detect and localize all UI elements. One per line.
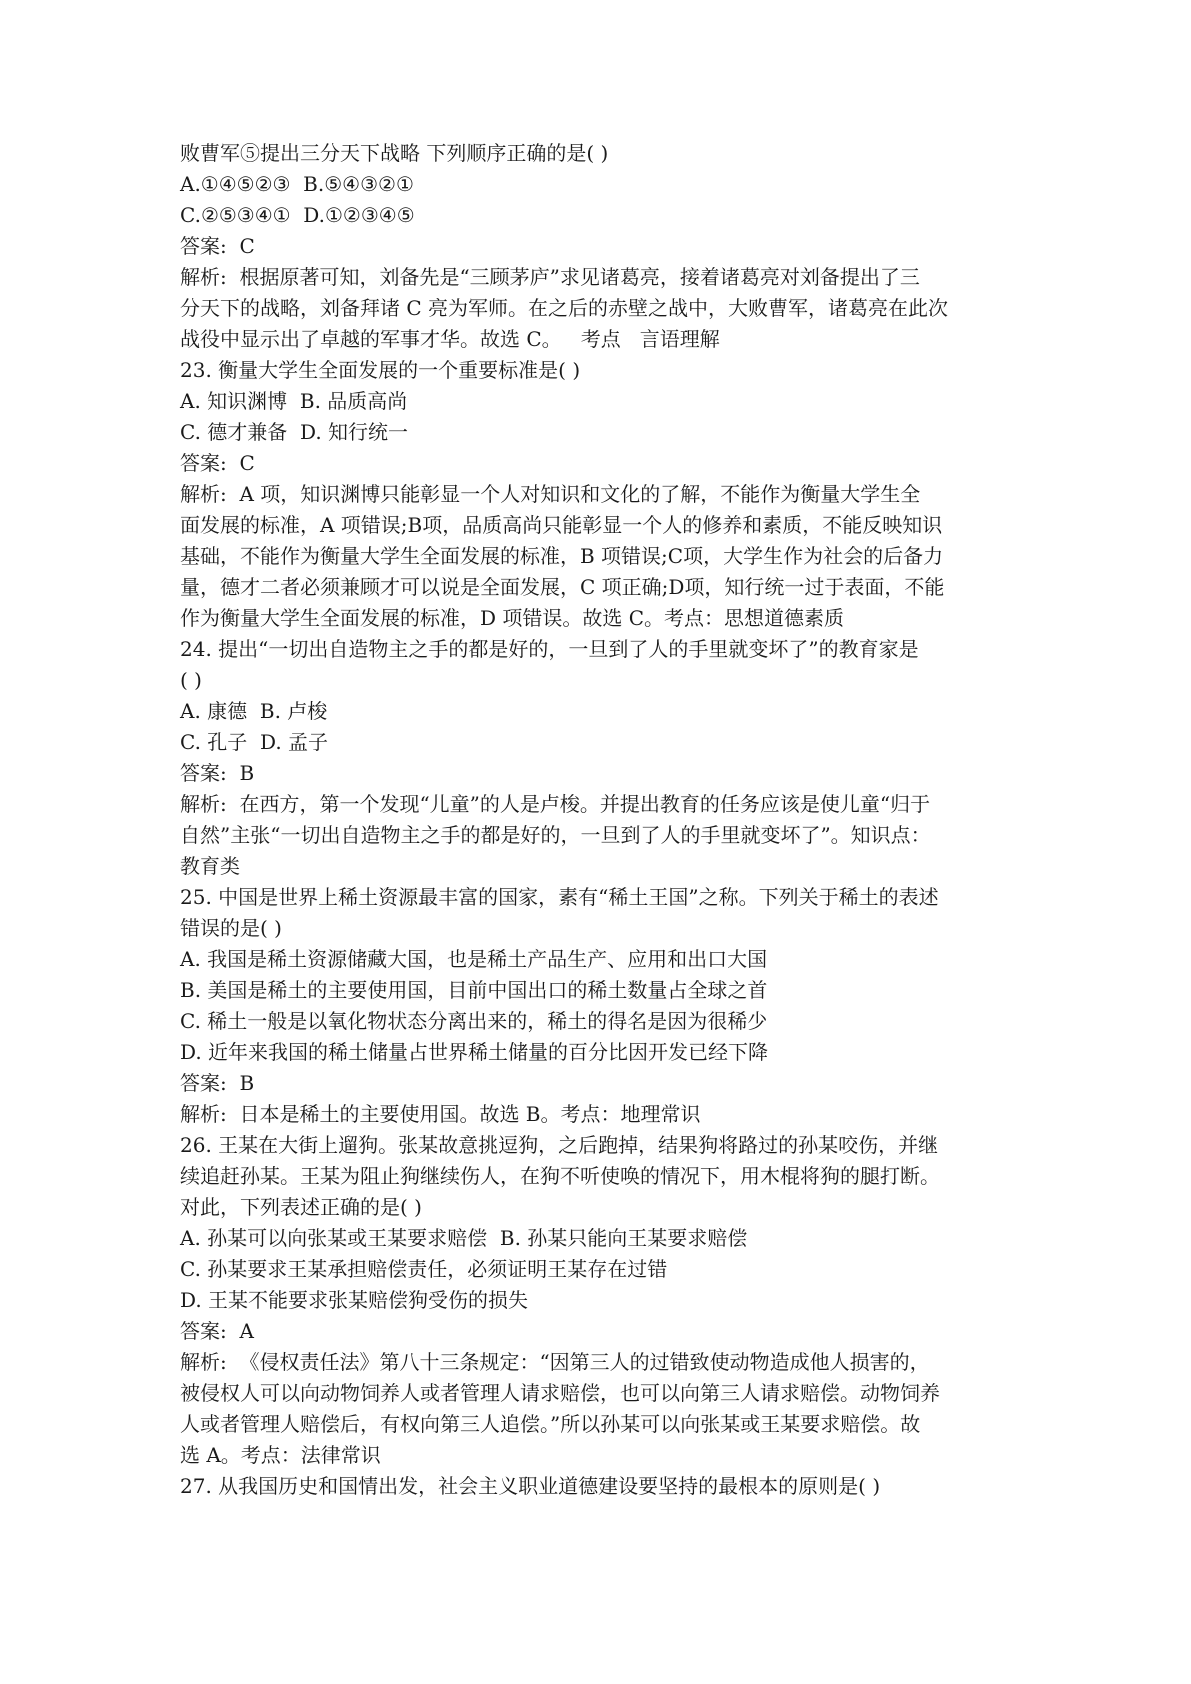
text-line: C. 孔子 D. 孟子 [180, 730, 329, 754]
text-line: 答案: B [180, 1071, 255, 1095]
text-line: 教育类 [180, 854, 240, 878]
text-line: C. 德才兼备 D. 知行统一 [180, 420, 409, 444]
text-line: 作为衡量大学生全面发展的标准，D 项错误。故选 C。考点：思想道德素质 [180, 606, 845, 630]
text-line: 被侵权人可以向动物饲养人或者管理人请求赔偿，也可以向第三人请求赔偿。动物饲养 [180, 1381, 940, 1405]
text-line: C. 稀土一般是以氧化物状态分离出来的，稀土的得名是因为很稀少 [180, 1009, 768, 1033]
text-line: 答案: B [180, 761, 255, 785]
text-line: 面发展的标准，A 项错误;B项，品质高尚只能彰显一个人的修养和素质，不能反映知识 [180, 513, 943, 537]
text-line: 解析: 在西方，第一个发现“儿童”的人是卢梭。并提出教育的任务应该是使儿童“归于 [180, 792, 931, 816]
text-line: 答案: C [180, 451, 255, 475]
text-line: D. 王某不能要求张某赔偿狗受伤的损失 [180, 1288, 529, 1312]
text-line: 27. 从我国历史和国情出发，社会主义职业道德建设要坚持的最根本的原则是( ) [180, 1474, 881, 1498]
text-line: A. 知识渊博 B. 品质高尚 [180, 389, 408, 413]
text-line: 败曹军⑤提出三分天下战略 下列顺序正确的是( ) [180, 141, 609, 165]
text-line: 25. 中国是世界上稀土资源最丰富的国家，素有“稀土王国”之称。下列关于稀土的表述 [180, 885, 939, 909]
text-line: A.①④⑤②③ B.⑤④③②① [180, 172, 414, 196]
text-line: 战役中显示出了卓越的军事才华。故选 C。 考点 言语理解 [180, 327, 720, 351]
text-line: 对此，下列表述正确的是( ) [180, 1195, 422, 1219]
text-line: 续追赶孙某。王某为阻止狗继续伤人，在狗不听使唤的情况下，用木棍将狗的腿打断。 [180, 1164, 940, 1188]
text-line: A. 我国是稀土资源储藏大国，也是稀土产品生产、应用和出口大国 [180, 947, 768, 971]
text-line: C.②⑤③④① D.①②③④⑤ [180, 203, 415, 227]
text-line: 答案: C [180, 234, 255, 258]
text-line: 自然”主张“一切出自造物主之手的都是好的，一旦到了人的手里就变坏了”。知识点： [180, 823, 931, 847]
document-body [180, 138, 1060, 1502]
text-line: 解析: 日本是稀土的主要使用国。故选 B。考点：地理常识 [180, 1102, 701, 1126]
text-line: 答案: A [180, 1319, 254, 1343]
text-line: 解析: A 项，知识渊博只能彰显一个人对知识和文化的了解，不能作为衡量大学生全 [180, 482, 921, 506]
text-line: C. 孙某要求王某承担赔偿责任，必须证明王某存在过错 [180, 1257, 668, 1281]
text-line: B. 美国是稀土的主要使用国，目前中国出口的稀土数量占全球之首 [180, 978, 768, 1002]
text-line: 解析: 根据原著可知，刘备先是“三顾茅庐”求见诸葛亮，接着诸葛亮对刘备提出了三 [180, 265, 920, 289]
text-line: ( ) [180, 668, 202, 692]
text-line: 26. 王某在大街上遛狗。张某故意挑逗狗，之后跑掉，结果狗将路过的孙某咬伤，并继 [180, 1133, 939, 1157]
text-line: 分天下的战略，刘备拜诸 C 亮为军师。在之后的赤壁之战中，大败曹军，诸葛亮在此次 [180, 296, 949, 320]
text-line: A. 康德 B. 卢梭 [180, 699, 328, 723]
text-line: A. 孙某可以向张某或王某要求赔偿 B. 孙某只能向王某要求赔偿 [180, 1226, 748, 1250]
text-line: 量，德才二者必须兼顾才可以说是全面发展，C 项正确;D项，知行统一过于表面，不能 [180, 575, 945, 599]
text-line: 基础，不能作为衡量大学生全面发展的标准，B 项错误;C项，大学生作为社会的后备力 [180, 544, 944, 568]
text-line: 错误的是( ) [180, 916, 282, 940]
text-line: 人或者管理人赔偿后，有权向第三人追偿。”所以孙某可以向张某或王某要求赔偿。故 [180, 1412, 921, 1436]
text-line: 23. 衡量大学生全面发展的一个重要标准是( ) [180, 358, 581, 382]
text-line: 24. 提出“一切出自造物主之手的都是好的，一旦到了人的手里就变坏了”的教育家是 [180, 637, 919, 661]
text-line: 解析: 《侵权责任法》第八十三条规定：“因第三人的过错致使动物造成他人损害的， [180, 1350, 930, 1374]
text-line: D. 近年来我国的稀土储量占世界稀土储量的百分比因开发已经下降 [180, 1040, 769, 1064]
text-line: 选 A。考点：法律常识 [180, 1443, 381, 1467]
